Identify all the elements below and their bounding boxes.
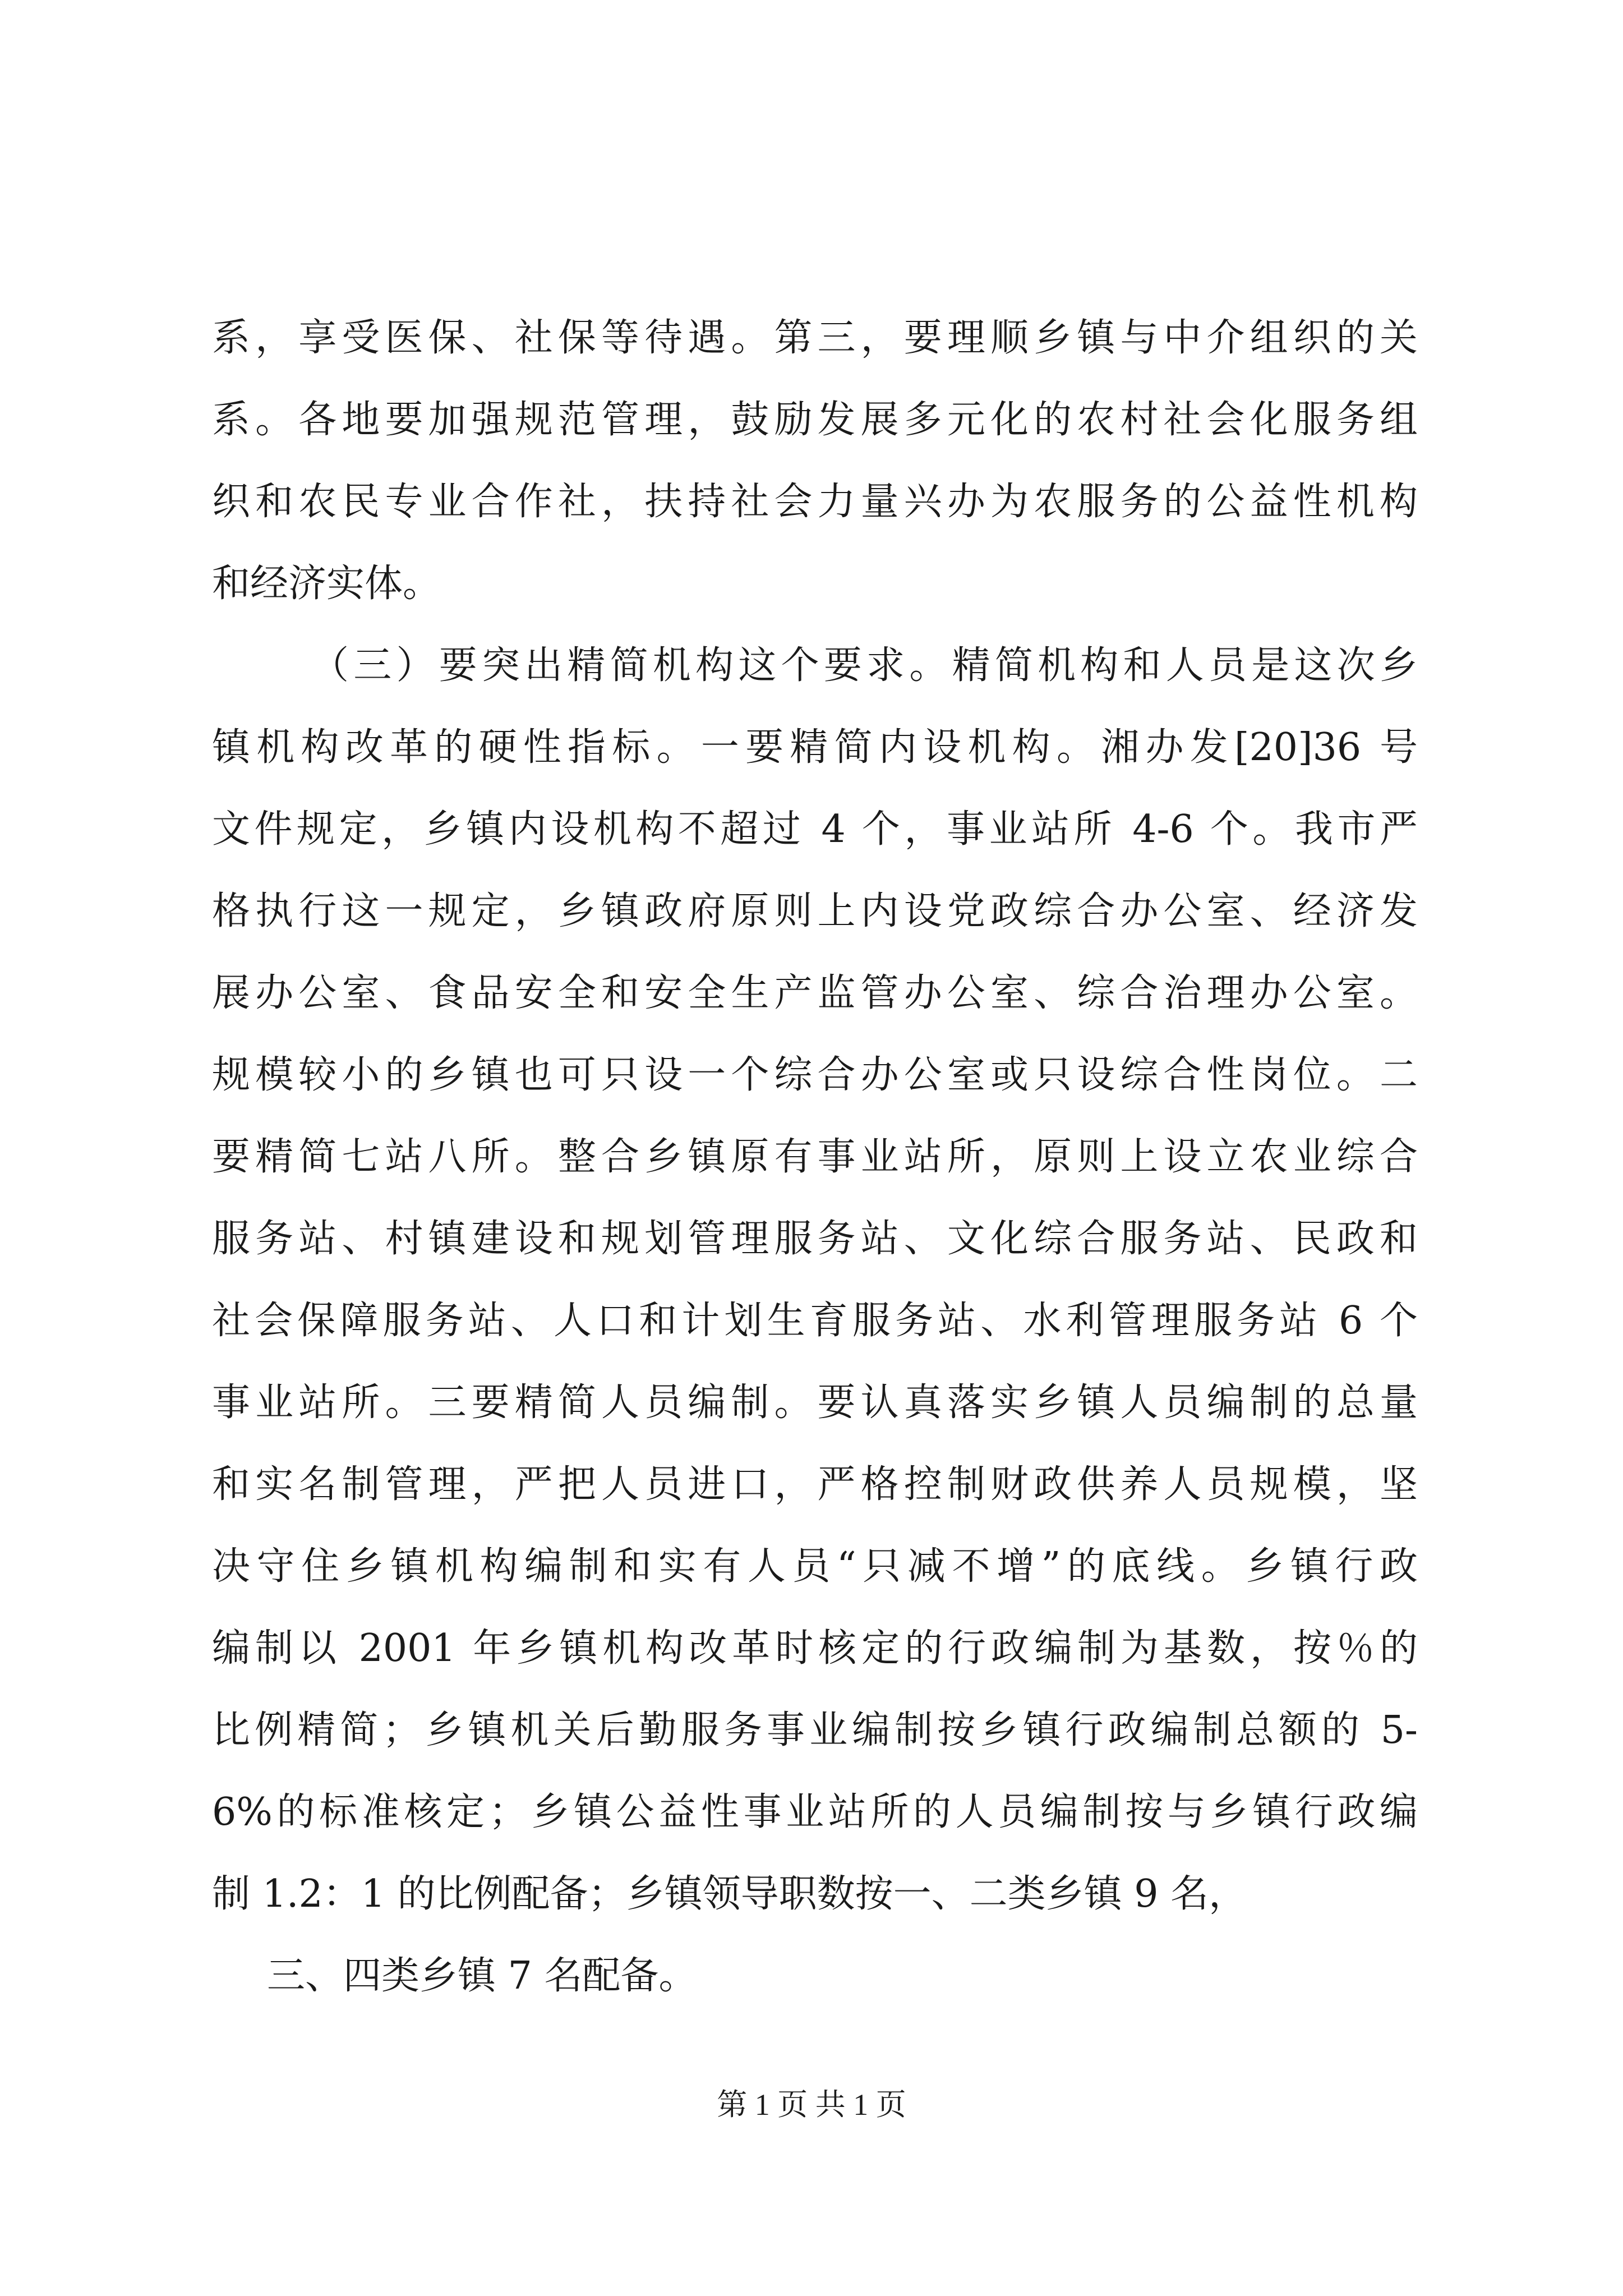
text-line: 6%的标准核定；乡镇公益性事业站所的人员编制按与乡镇行政编	[212, 1790, 1418, 1834]
text-line: 系，享受医保、社保等待遇。第三，要理顺乡镇与中介组织的关	[212, 316, 1418, 360]
text-line: 和实名制管理，严把人员进口，严格控制财政供养人员规模，坚	[212, 1462, 1418, 1507]
text-line: 规模较小的乡镇也可只设一个综合办公室或只设综合性岗位。二	[212, 1053, 1418, 1097]
text-line: 镇机构改革的硬性指标。一要精简内设机构。湘办发[20]36 号	[212, 725, 1418, 770]
page-number-label: 第 1 页 共 1 页	[717, 2088, 906, 2122]
text-line: 制 1.2：1 的比例配备；乡镇领导职数按一、二类乡镇 9 名，	[212, 1872, 1247, 1916]
text-line: 决守住乡镇机构编制和实有人员“只减不增”的底线。乡镇行政	[212, 1544, 1418, 1589]
text-line: 文件规定，乡镇内设机构不超过 4 个，事业站所 4-6 个。我市严	[212, 807, 1418, 852]
text-line: 编制以 2001 年乡镇机构改革时核定的行政编制为基数，按％的	[212, 1626, 1418, 1671]
text-line: 社会保障服务站、人口和计划生育服务站、水利管理服务站 6 个	[212, 1299, 1418, 1343]
text-line: 和经济实体。	[212, 562, 441, 606]
text-line: 事业站所。三要精简人员编制。要认真落实乡镇人员编制的总量	[212, 1381, 1418, 1425]
text-line: （三）要突出精简机构这个要求。精简机构和人员是这次乡	[311, 643, 1418, 688]
text-line: 要精简七站八所。整合乡镇原有事业站所，原则上设立农业综合	[212, 1135, 1418, 1179]
text-line: 比例精简；乡镇机关后勤服务事业编制按乡镇行政编制总额的 5-	[212, 1708, 1418, 1752]
text-line: 展办公室、食品安全和安全生产监管办公室、综合治理办公室。	[212, 971, 1418, 1015]
page-footer	[0, 2082, 1623, 2127]
text-line: 格执行这一规定，乡镇政府原则上内设党政综合办公室、经济发	[212, 889, 1418, 933]
text-line: 系。各地要加强规范管理，鼓励发展多元化的农村社会化服务组	[212, 398, 1418, 442]
text-line: 三、四类乡镇 7 名配备。	[267, 1954, 697, 1998]
text-line: 织和农民专业合作社，扶持社会力量兴办为农服务的公益性机构	[212, 480, 1418, 524]
text-line: 服务站、村镇建设和规划管理服务站、文化综合服务站、民政和	[212, 1217, 1418, 1261]
document-body	[212, 297, 1418, 2017]
